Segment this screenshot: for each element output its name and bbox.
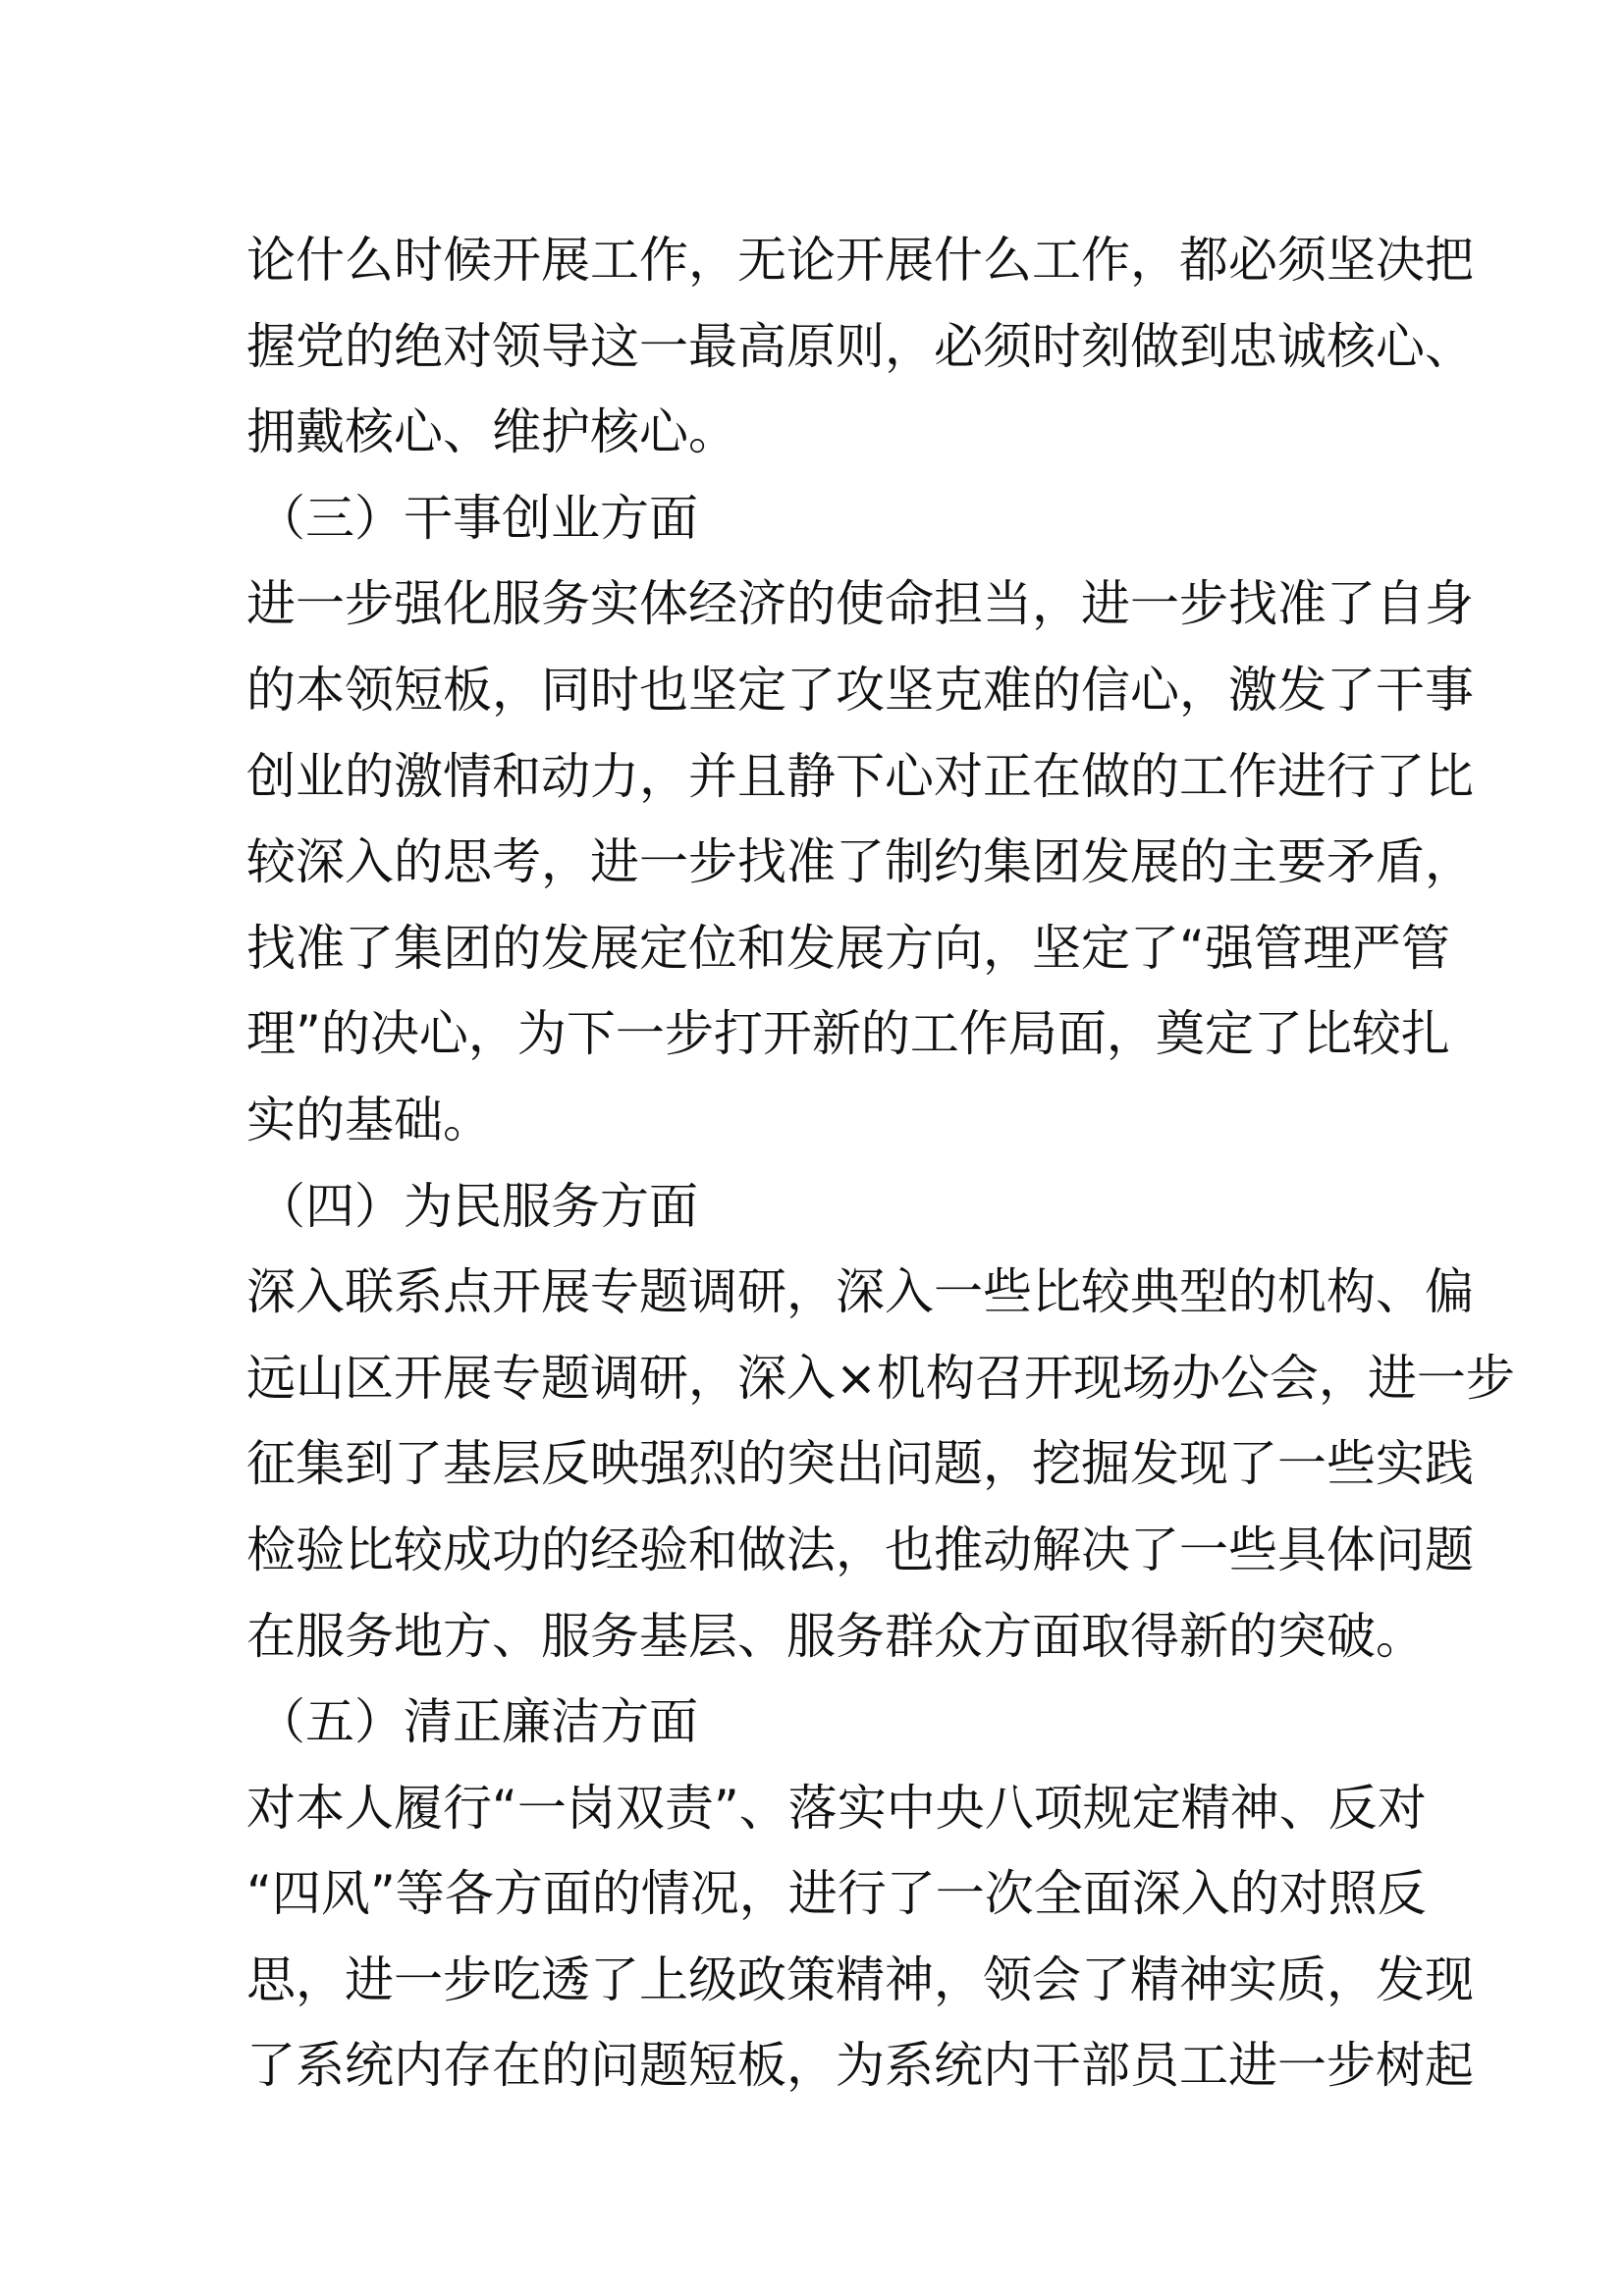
body-line: 论什么时候开展工作，无论开展什么工作，都必须坚决把 [246,232,1474,289]
body-line: 的本领短板，同时也坚定了攻坚克难的信心，激发了干事 [246,661,1474,719]
body-line: “四风”等各方面的情况，进行了一次全面深入的对照反 [246,1865,1427,1923]
body-line: 深入联系点开展专题调研，深入一些比较典型的机构、偏 [246,1263,1474,1321]
section-heading-4: （四）为民服务方面 [256,1177,698,1235]
body-line: 对本人履行“一岗双责”、落实中央八项规定精神、反对 [246,1779,1427,1837]
section-heading-3: （三）干事创业方面 [256,489,698,547]
document-body [246,218,1515,2109]
body-line: 了系统内存在的问题短板，为系统内干部员工进一步树起 [246,2037,1474,2095]
body-line: 征集到了基层反映强烈的突出问题，挖掘发现了一些实践 [246,1435,1474,1493]
body-line: 实的基础。 [246,1091,492,1148]
body-line: 创业的激情和动力，并且静下心对正在做的工作进行了比 [246,747,1474,805]
body-line: 握党的绝对领导这一最高原则，必须时刻做到忠诚核心、 [246,317,1474,375]
body-line: 思，进一步吃透了上级政策精神，领会了精神实质，发现 [246,1950,1474,2008]
body-line: 检验比较成功的经验和做法，也推动解决了一些具体问题 [246,1521,1474,1578]
body-line: 进一步强化服务实体经济的使命担当，进一步找准了自身 [246,575,1474,633]
section-heading-5: （五）清正廉洁方面 [256,1693,698,1751]
body-line: 远山区开展专题调研，深入×机构召开现场办公会，进一步 [246,1349,1515,1407]
body-line: 拥戴核心、维护核心。 [246,403,737,461]
body-line: 找准了集团的发展定位和发展方向，坚定了“强管理严管 [246,919,1450,977]
body-line: 理”的决心，为下一步打开新的工作局面，奠定了比较扎 [246,1005,1450,1063]
body-line: 在服务地方、服务基层、服务群众方面取得新的突破。 [246,1607,1425,1665]
body-line: 较深入的思考，进一步找准了制约集团发展的主要矛盾， [246,833,1474,891]
